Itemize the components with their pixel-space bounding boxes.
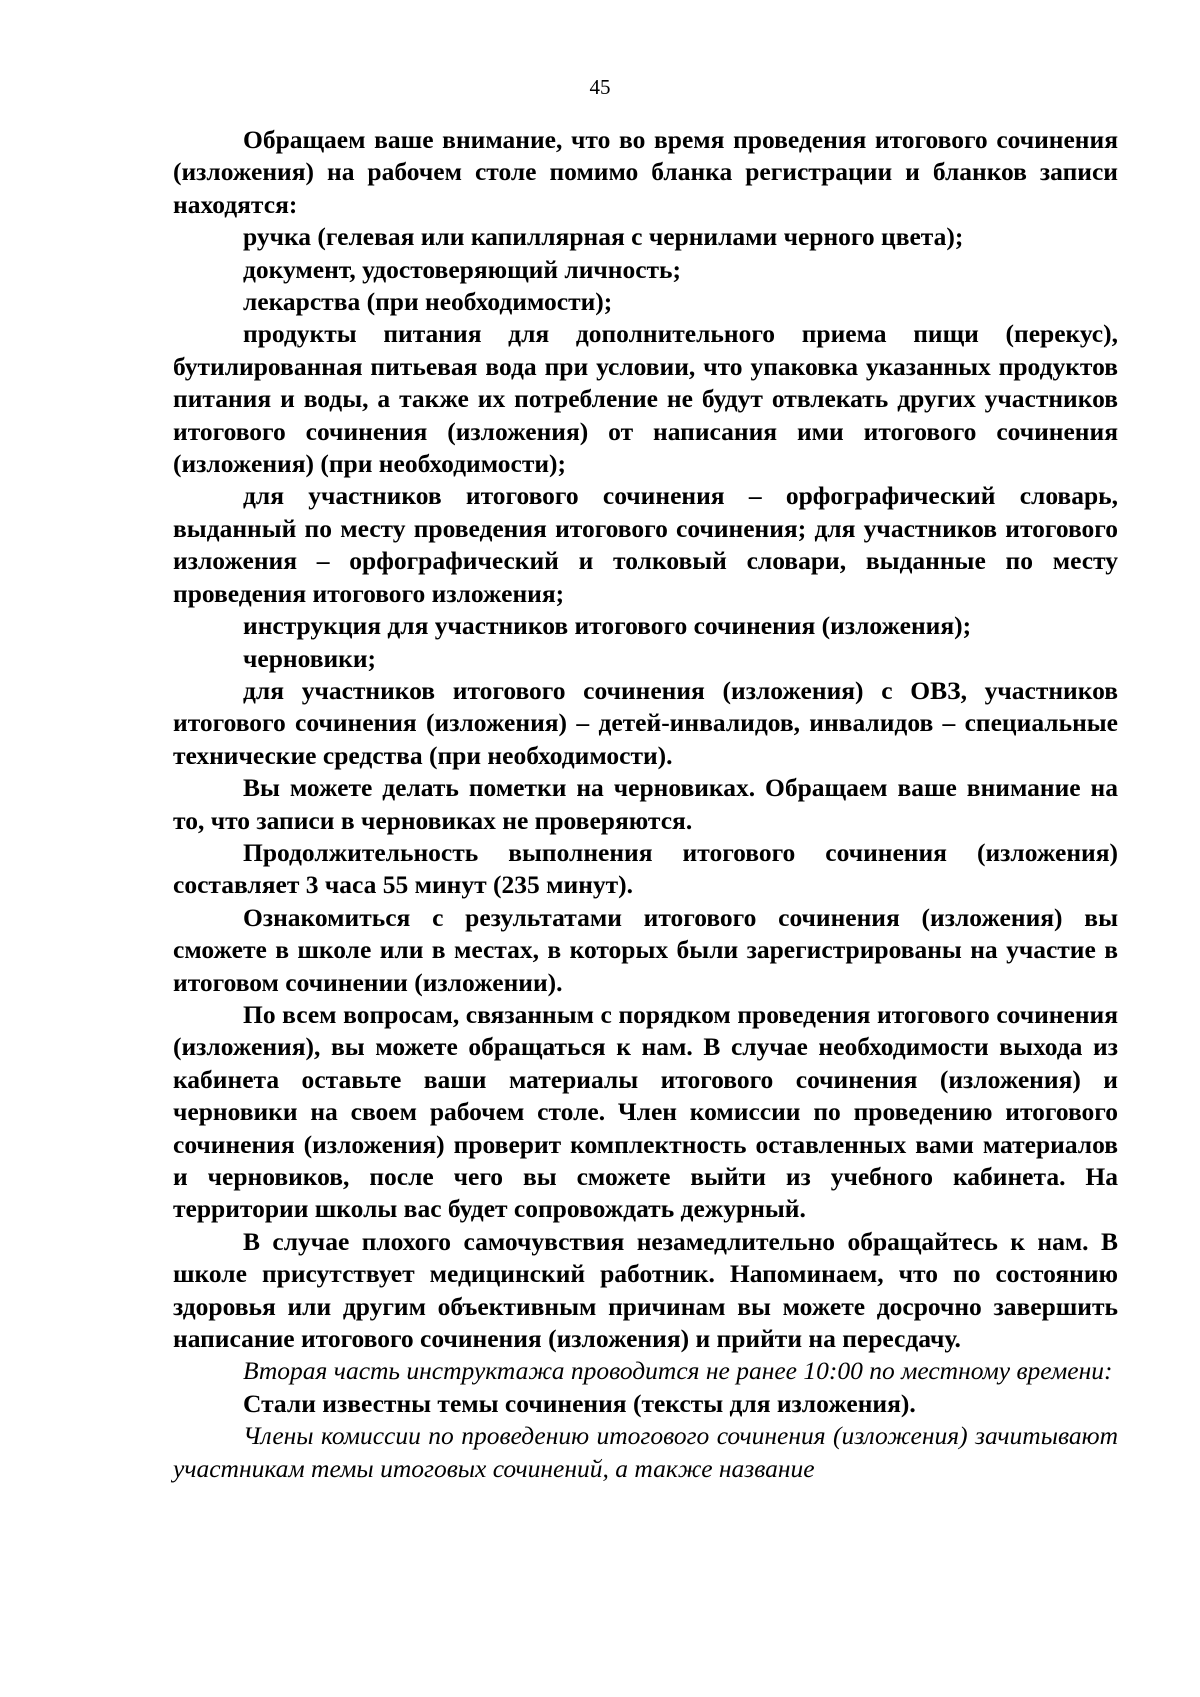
- page-number: 45: [589, 75, 611, 99]
- document-body: [173, 124, 1118, 1485]
- paragraph-questions-leaving: По всем вопросам, связанным с порядком проведения итогового сочинения (изложения), вы можете обращаться к нам. В случае необходимости выхода из кабинета оставьте ваши материалы итогового сочинения (изложения) и черновики на своем рабочем столе. Член комиссии по проведению итогового сочинения (изложения) проверит комплектность оставленных вами материалов и черновиков, после чего вы сможете выйти из учебного кабинета. На территории школы вас будет сопровождать дежурный.: [173, 999, 1118, 1224]
- list-item-medicine: лекарства (при необходимости);: [243, 287, 613, 317]
- paragraph-duration: Продолжительность выполнения итогового сочинения (изложения) составляет 3 часа 55 минут (235 минут).: [173, 837, 1118, 900]
- list-item-food-water: продукты питания для дополнительного приема пищи (перекус), бутилированная питьевая вода при условии, что упаковка указанных продуктов питания и воды, а также их потребление не будут отвлекать других участников итогового сочинения (изложения) от написания ими итогового сочинения (изложения) (при необходимости);: [173, 319, 1118, 479]
- list-item-drafts: черновики;: [243, 643, 377, 673]
- paragraph-health: В случае плохого самочувствия незамедлительно обращайтесь к нам. В школе присутствует медицинский работник. Напоминаем, что по состоянию здоровья или другим объективным причинам вы можете досрочно завершить написание итогового сочинения (изложения) и прийти на пересдачу.: [173, 1226, 1118, 1354]
- list-item-pen: ручка (гелевая или капиллярная с чернилами черного цвета);: [243, 222, 964, 252]
- paragraph-results: Ознакомиться с результатами итогового сочинения (изложения) вы сможете в школе или в местах, в которых были зарегистрированы на участие в итоговом сочинении (изложении).: [173, 902, 1118, 997]
- paragraph-draft-notes: Вы можете делать пометки на черновиках. Обращаем ваше внимание на то, что записи в черновиках не проверяются.: [173, 773, 1118, 835]
- paragraph-attention-desk: Обращаем ваше внимание, что во время проведения итогового сочинения (изложения) на рабочем столе помимо бланка регистрации и бланков записи находятся:: [173, 125, 1118, 219]
- list-item-dictionaries: для участников итогового сочинения – орфографический словарь, выданный по месту проведения итогового сочинения; для участников итогового изложения – орфографический и толковый словари, выданные по месту проведения итогового изложения;: [173, 481, 1118, 608]
- list-item-instruction: инструкция для участников итогового сочинения (изложения);: [243, 611, 972, 641]
- list-item-special-means: для участников итогового сочинения (изложения) с ОВЗ, участников итогового сочинения (изложения) – детей-инвалидов, инвалидов – специальные технические средства (при необходимости).: [173, 675, 1118, 770]
- paragraph-topics-announced: Стали известны темы сочинения (тексты для изложения).: [243, 1388, 916, 1418]
- paragraph-second-part-note: Вторая часть инструктажа проводится не ранее 10:00 по местному времени:: [243, 1356, 1113, 1386]
- paragraph-commission-reads: Члены комиссии по проведению итогового сочинения (изложения) зачитывают участникам темы итоговых сочинений, а также название: [173, 1421, 1118, 1483]
- list-item-id-document: документ, удостоверяющий личность;: [243, 254, 682, 284]
